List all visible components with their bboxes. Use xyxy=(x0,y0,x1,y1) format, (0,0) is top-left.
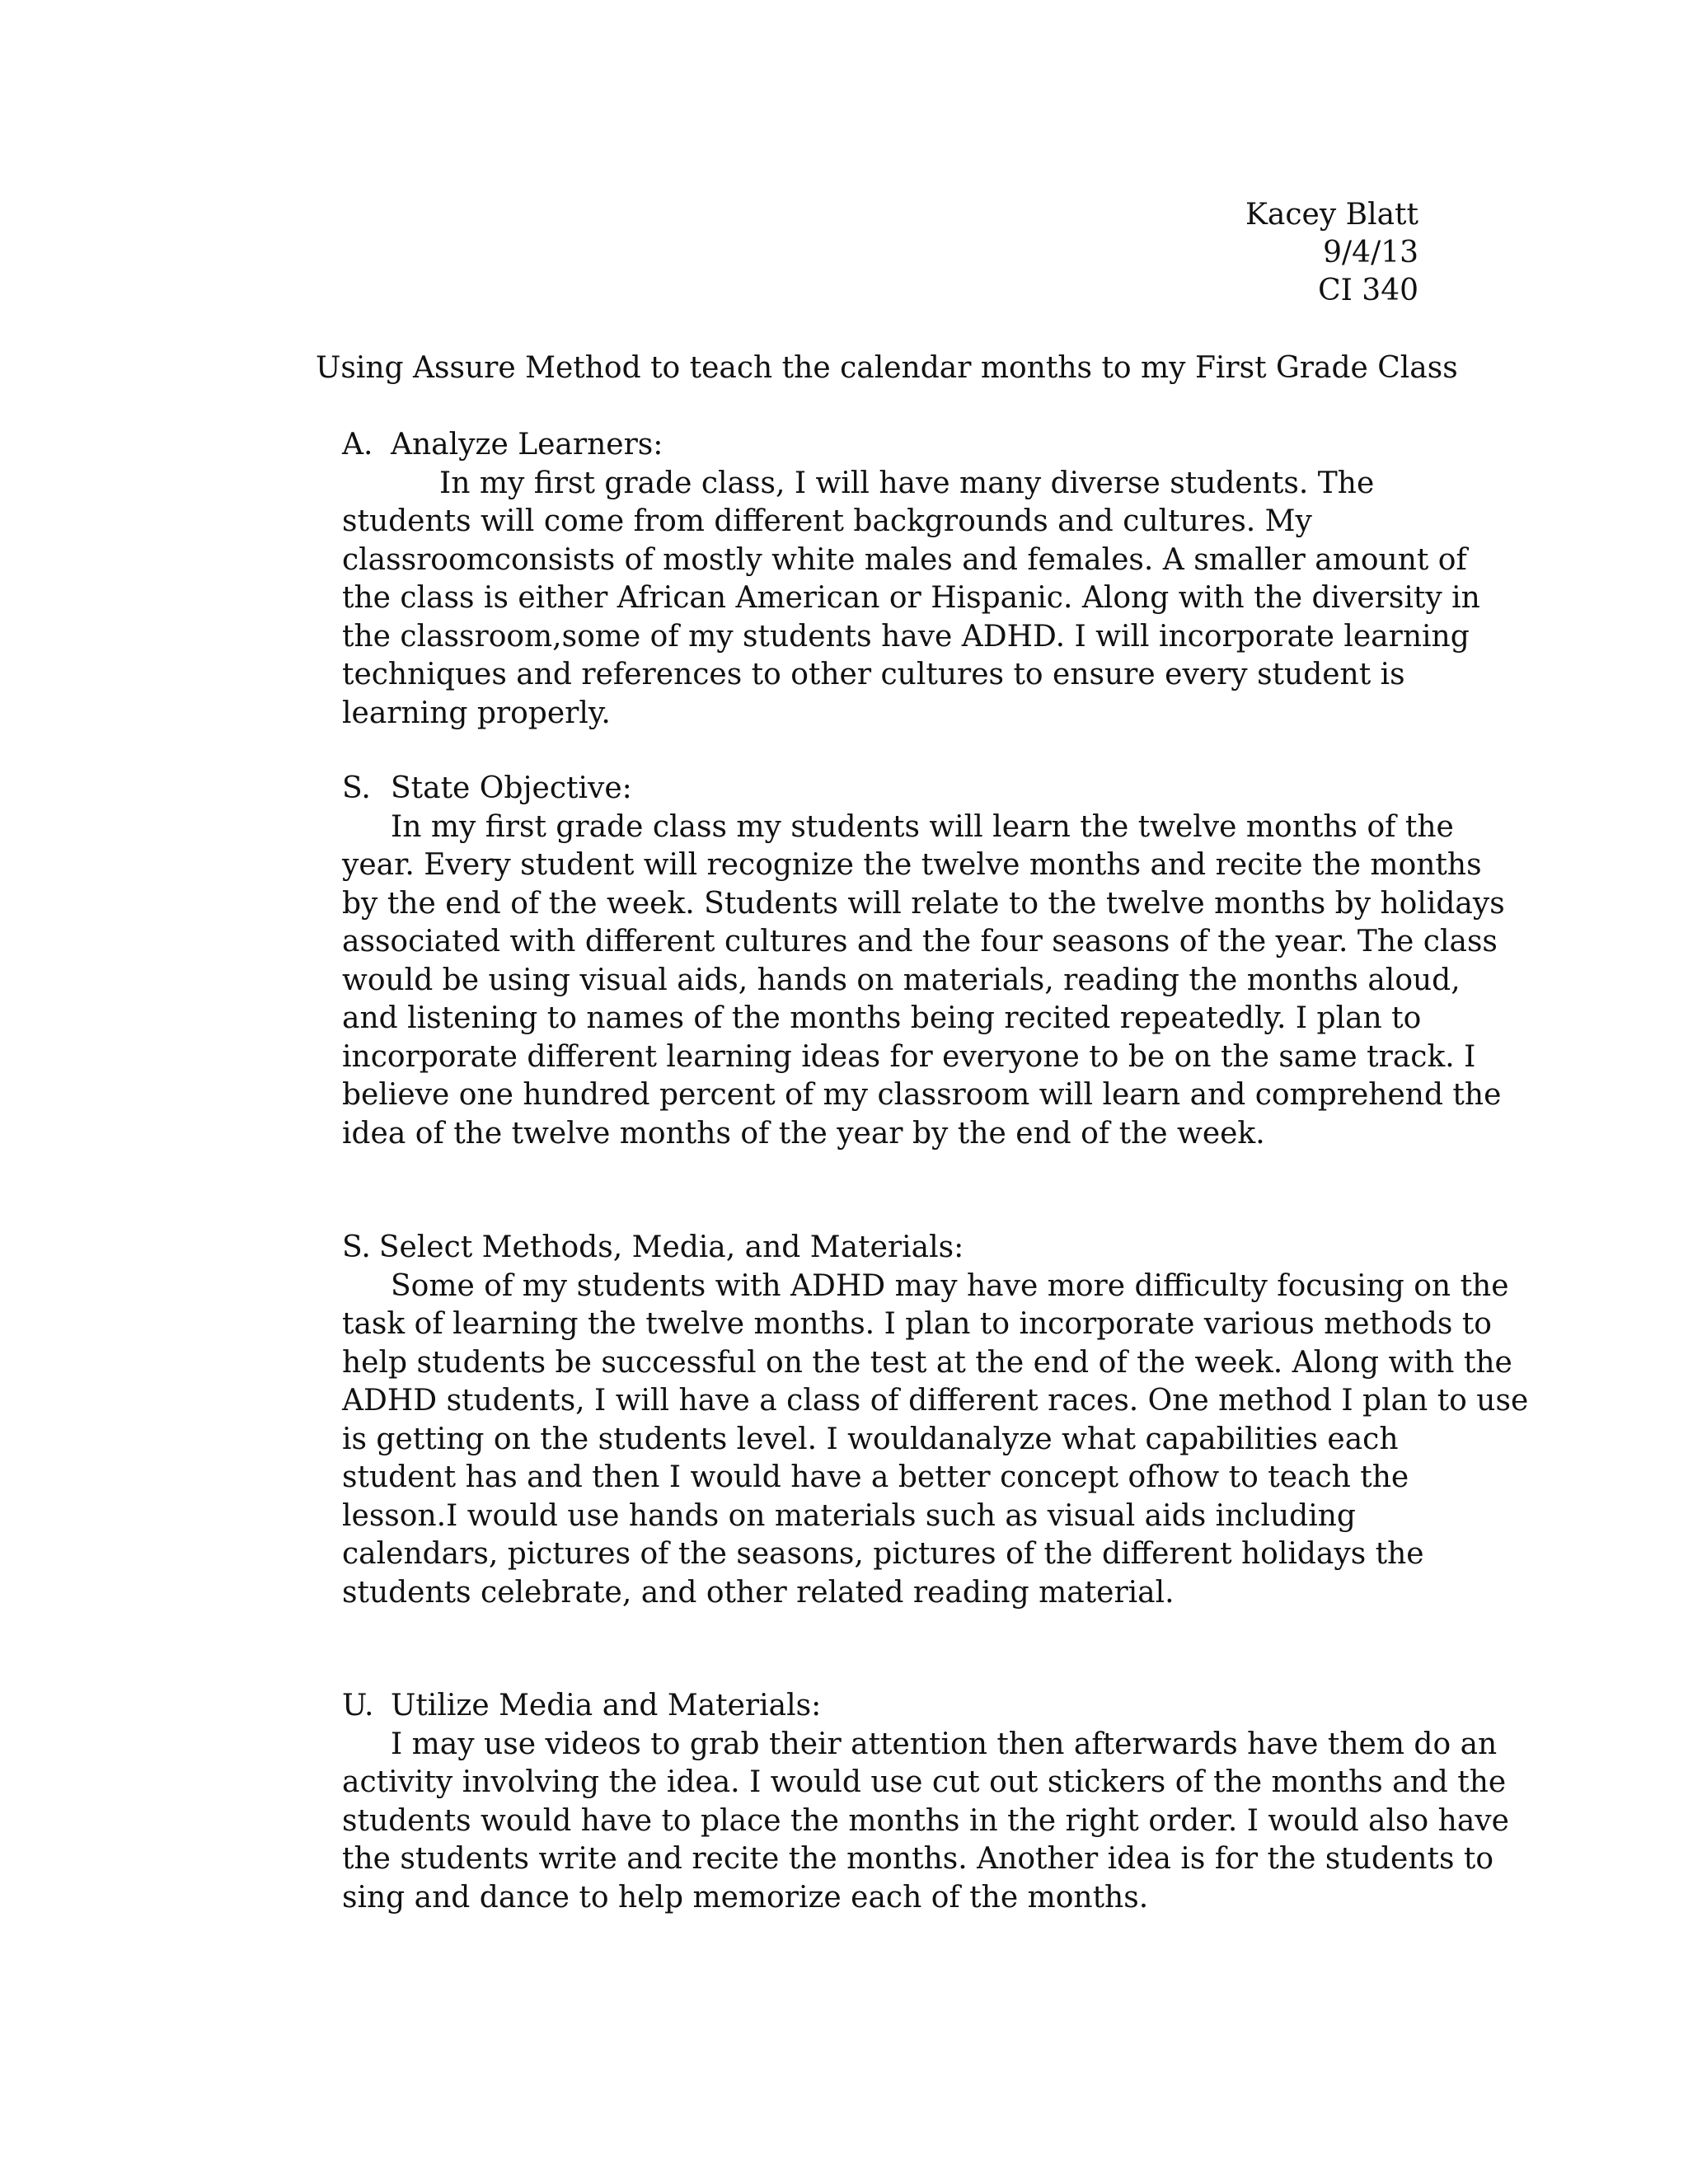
section-body xyxy=(342,1726,1509,1918)
course-code: CI 340 xyxy=(1318,274,1418,307)
body-line: the class is either African American or Hispanic. Along with the diversity in xyxy=(342,581,1480,615)
body-line: year. Every student will recognize the twelve months and recite the months xyxy=(342,848,1482,882)
body-line: is getting on the students level. I wouldanalyze what capabilities each xyxy=(342,1422,1399,1456)
section-heading xyxy=(342,426,1422,465)
body-line: believe one hundred percent of my classroom will learn and comprehend the xyxy=(342,1078,1502,1112)
section-body xyxy=(342,1268,1529,1613)
section-analyze-learners xyxy=(342,426,1480,733)
body-line: techniques and references to other cultures to ensure every student is xyxy=(342,658,1405,691)
section-title: Select Methods, Media, and Materials: xyxy=(378,1230,964,1264)
section-title: Analyze Learners: xyxy=(391,428,663,462)
section-letter: A. xyxy=(342,428,373,462)
body-line: associated with different cultures and the four seasons of the year. The class xyxy=(342,925,1498,958)
body-line: activity involving the idea. I would use cut out stickers of the months and the xyxy=(342,1765,1507,1799)
section-body xyxy=(342,808,1505,1154)
body-line: In my first grade class my students will learn the twelve months of the xyxy=(391,809,1454,844)
section-utilize-media xyxy=(342,1687,1509,1917)
body-line: In my first grade class, I will have many diverse students. The xyxy=(439,466,1375,500)
section-letter: S. xyxy=(342,771,371,805)
document-date: 9/4/13 xyxy=(1323,236,1418,269)
document-title: Using Assure Method to teach the calendar months to my First Grade Class xyxy=(316,351,1458,385)
body-line: idea of the twelve months of the year by the end of the week. xyxy=(342,1116,1265,1151)
body-line: the classroom,some of my students have ADHD. I will incorporate learning xyxy=(342,619,1470,654)
body-line: calendars, pictures of the seasons, pictures of the different holidays the xyxy=(342,1537,1424,1571)
body-line: help students be successful on the test at the end of the week. Along with the xyxy=(342,1345,1512,1380)
section-letter: S. xyxy=(342,1230,371,1264)
section-heading xyxy=(342,1687,1422,1726)
section-heading xyxy=(342,1229,1422,1268)
section-select-methods xyxy=(342,1229,1529,1612)
body-line: ADHD students, I will have a class of different races. One method I plan to use xyxy=(342,1384,1529,1418)
header-block xyxy=(1245,196,1418,310)
body-line: would be using visual aids, hands on materials, reading the months aloud, xyxy=(342,963,1461,997)
body-line: student has and then I would have a better concept ofhow to teach the xyxy=(342,1460,1409,1494)
body-line: students will come from different backgrounds and cultures. My xyxy=(342,504,1312,538)
body-line: sing and dance to help memorize each of the months. xyxy=(342,1880,1149,1915)
section-title: State Objective: xyxy=(391,771,632,805)
section-body xyxy=(342,465,1480,733)
author-name: Kacey Blatt xyxy=(1245,198,1418,232)
body-line: and listening to names of the months being recited repeatedly. I plan to xyxy=(342,1001,1422,1035)
body-line: I may use videos to grab their attention then afterwards have them do an xyxy=(391,1727,1498,1761)
section-heading xyxy=(342,770,1422,808)
body-line: Some of my students with ADHD may have more difficulty focusing on the xyxy=(391,1268,1509,1303)
body-line: classroomconsists of mostly white males and females. A smaller amount of xyxy=(342,542,1467,577)
section-state-objective xyxy=(342,770,1505,1153)
body-line: learning properly. xyxy=(342,696,611,730)
body-line: by the end of the week. Students will relate to the twelve months by holidays xyxy=(342,886,1505,921)
body-line: students would have to place the months in the right order. I would also have xyxy=(342,1803,1509,1838)
section-title: Utilize Media and Materials: xyxy=(391,1689,822,1722)
body-line: students celebrate, and other related reading material. xyxy=(342,1575,1175,1610)
body-line: the students write and recite the months. Another idea is for the students to xyxy=(342,1842,1494,1876)
body-line: lesson.I would use hands on materials such as visual aids including xyxy=(342,1498,1356,1533)
body-line: incorporate different learning ideas for everyone to be on the same track. I xyxy=(342,1039,1476,1074)
section-letter: U. xyxy=(342,1689,374,1722)
body-line: task of learning the twelve months. I plan to incorporate various methods to xyxy=(342,1307,1492,1341)
